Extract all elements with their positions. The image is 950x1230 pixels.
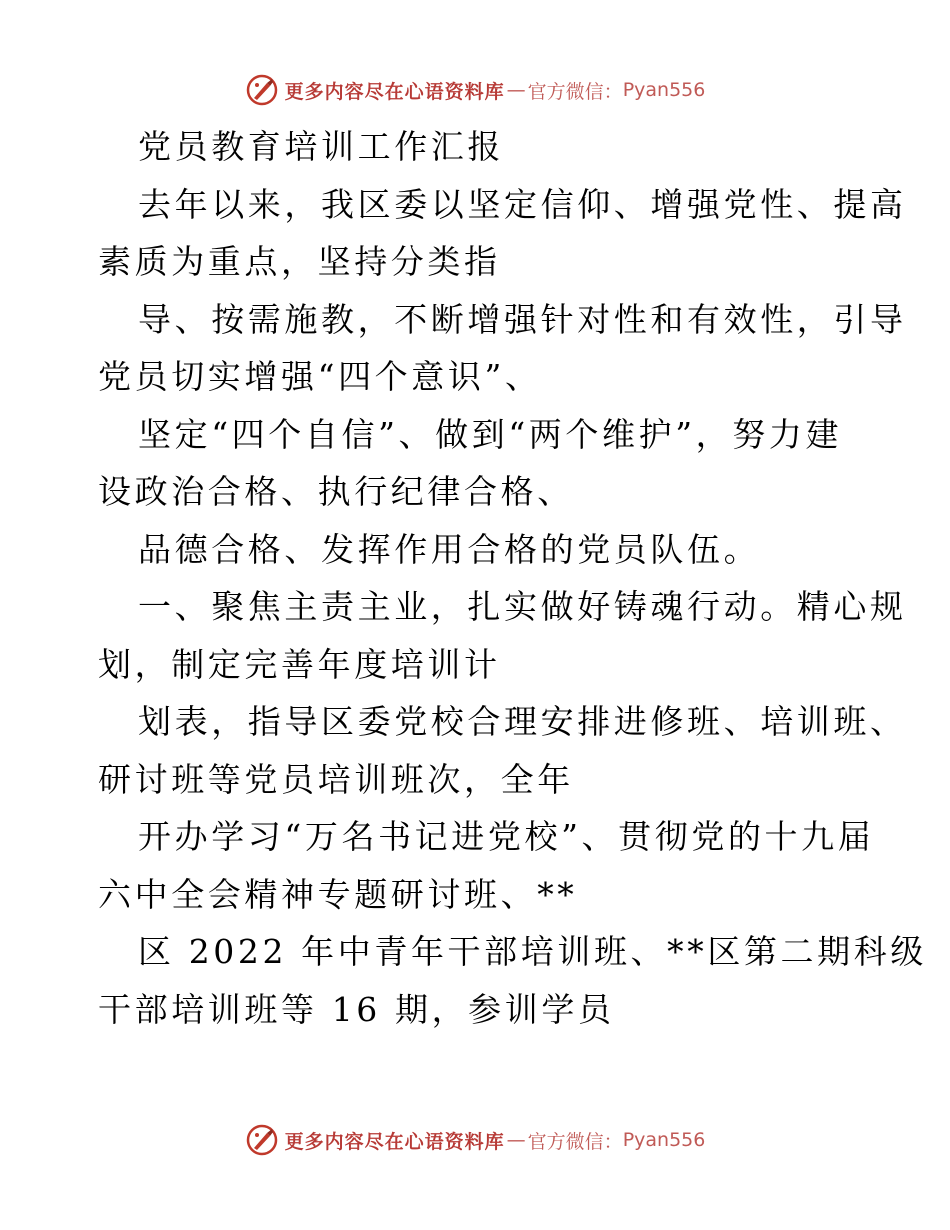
watermark-site-name: 更多内容尽在心语资料库 [284,1130,505,1153]
header-watermark [0,70,950,110]
watermark-contact-label: 官方微信： [527,1130,623,1153]
text-line: 六中全会精神专题研讨班、** [98,874,578,914]
text-line: 党员教育培训工作汇报 [138,127,504,166]
text-line: 干部培训班等 16 期，参训学员 [98,989,615,1029]
quill-logo-icon [245,1123,279,1157]
watermark-dash: — [506,1129,526,1151]
text-line: 素质为重点，坚持分类指 [98,242,501,281]
text-line: 研讨班等党员培训班次，全年 [98,759,574,799]
text-line: 一、聚焦主责主业，扎实做好铸魂行动。精心规 [138,587,907,626]
document-body [98,118,927,1038]
text-line: 设政治合格、执行纪律合格、 [98,472,574,511]
text-line: 划，制定完善年度培训计 [98,644,501,684]
text-line: 区 2022 年中青年干部培训班、**区第二期科级 [138,932,927,971]
text-line: 导、按需施教，不断增强针对性和有效性，引导 [138,299,907,339]
text-line: 党员切实增强“四个意识”、 [98,357,542,396]
text-line: 坚定“四个自信”、做到“两个维护”，努力建 [138,414,843,454]
watermark-wechat-id: Pyan556 [622,1129,706,1151]
quill-logo-icon [245,73,279,107]
text-line: 开办学习“万名书记进党校”、贯彻党的十九届 [138,817,875,856]
watermark-contact-label: 官方微信： [527,80,623,103]
text-line: 品德合格、发挥作用合格的党员队伍。 [138,529,761,569]
text-line: 划表，指导区委党校合理安排进修班、培训班、 [138,702,907,741]
watermark-wechat-id: Pyan556 [622,79,706,101]
footer-watermark [0,1120,950,1160]
watermark-site-name: 更多内容尽在心语资料库 [284,80,505,103]
text-line: 去年以来，我区委以坚定信仰、增强党性、提高 [138,184,907,224]
watermark-dash: — [506,79,526,101]
